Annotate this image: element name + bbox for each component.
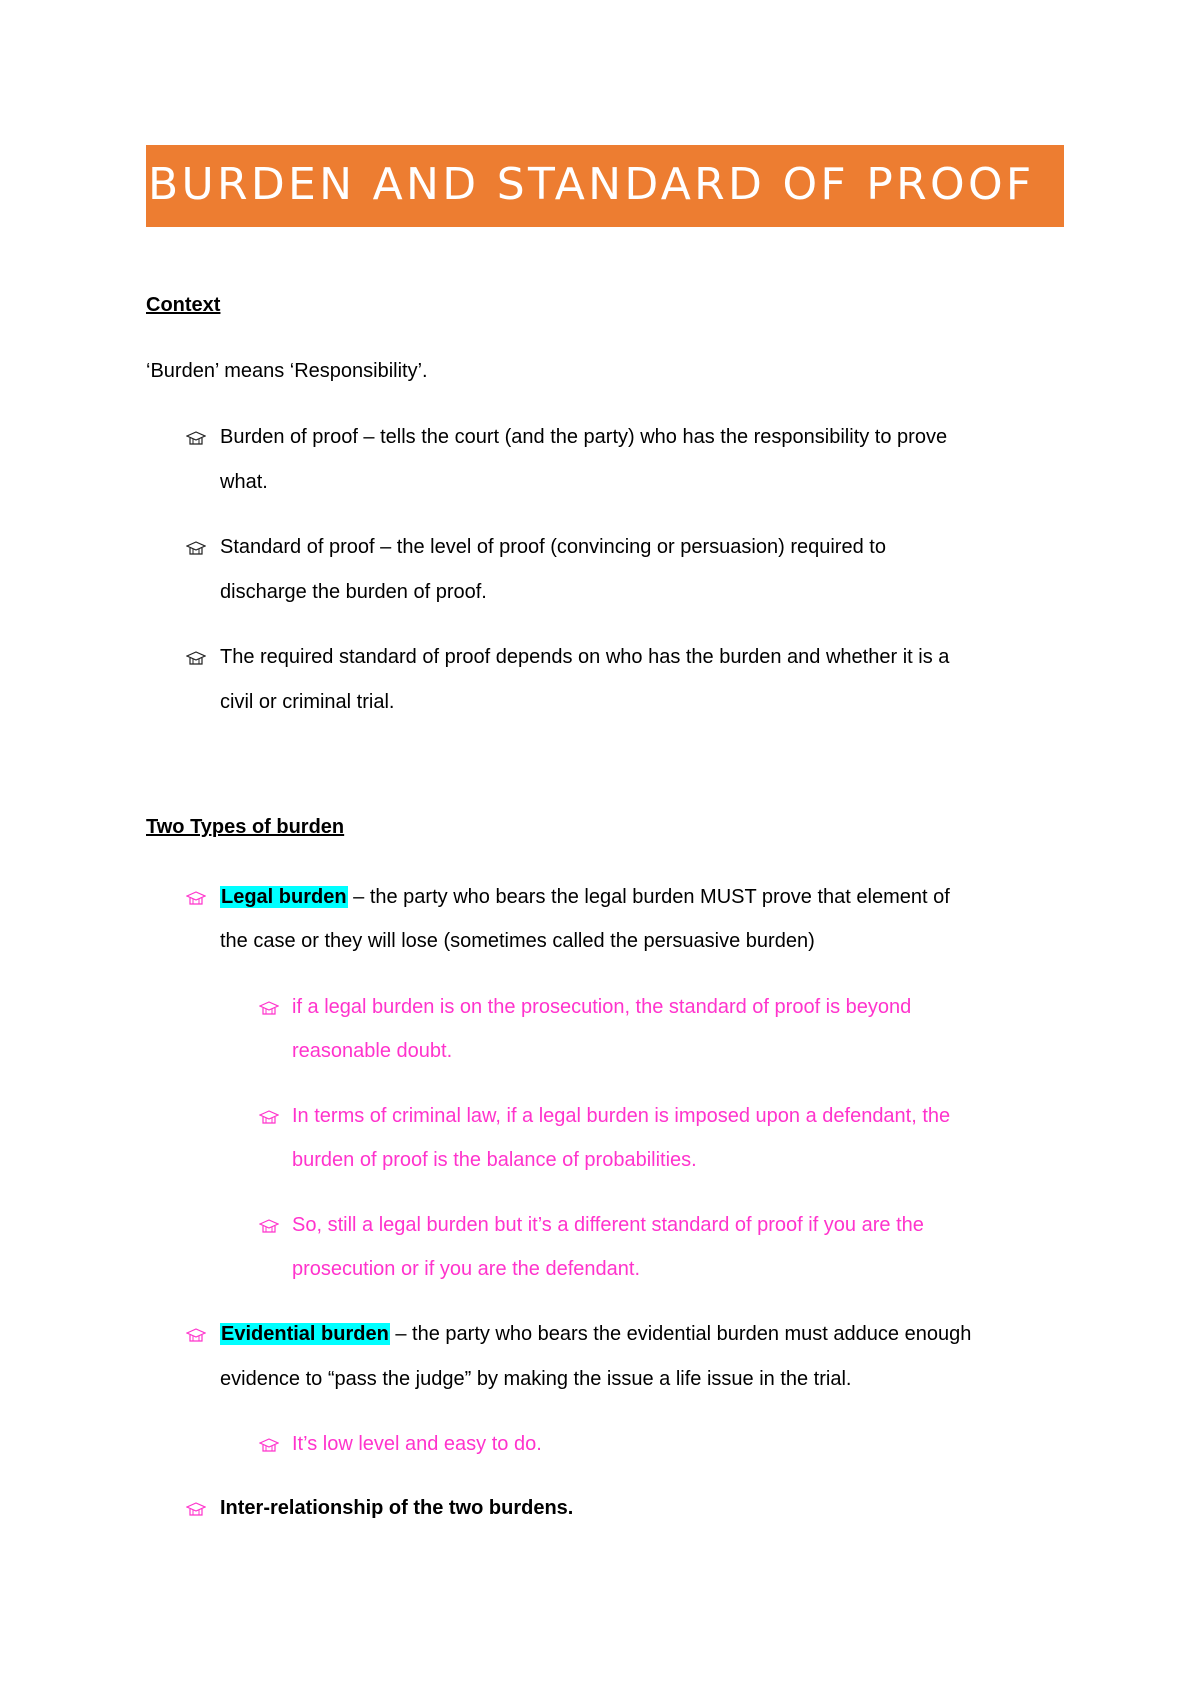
evidential-burden-definition: – the party who bears the evidential burden must adduce enough <box>389 1323 972 1345</box>
mortarboard-icon <box>186 649 206 667</box>
evidential-burden-line-1 <box>220 1321 971 1347</box>
legal-sub-1-line-1: if a legal burden is on the prosecution, the standard of proof is beyond <box>292 996 912 1018</box>
legal-sub-2-line-1: In terms of criminal law, if a legal burden is imposed upon a defendant, the <box>292 1105 951 1127</box>
legal-burden-definition: – the party who bears the legal burden MUST prove that element of <box>347 886 950 908</box>
mortarboard-icon <box>259 1436 279 1454</box>
context-bullet-2-line-2: discharge the burden of proof. <box>220 581 487 603</box>
context-bullet-1-line-1: Burden of proof – tells the court (and the party) who has the responsibility to prove <box>220 426 948 448</box>
legal-sub-3-line-2: prosecution or if you are the defendant. <box>292 1258 641 1280</box>
mortarboard-icon <box>186 1500 206 1518</box>
types-heading: Two Types of burden <box>146 816 345 838</box>
legal-sub-1-line-2: reasonable doubt. <box>292 1040 453 1062</box>
mortarboard-icon <box>186 889 206 907</box>
mortarboard-icon <box>186 539 206 557</box>
context-bullet-1-line-2: what. <box>220 471 268 493</box>
legal-burden-term: Legal burden <box>221 886 347 908</box>
mortarboard-icon <box>259 1217 279 1235</box>
inter-relationship-line: Inter-relationship of the two burdens. <box>220 1497 574 1519</box>
mortarboard-icon <box>186 429 206 447</box>
mortarboard-icon <box>259 999 279 1017</box>
context-intro: ‘Burden’ means ‘Responsibility’. <box>146 360 428 382</box>
evidential-burden-line-2: evidence to “pass the judge” by making the issue a life issue in the trial. <box>220 1368 852 1390</box>
legal-sub-3-line-1: So, still a legal burden but it’s a different standard of proof if you are the <box>292 1214 924 1236</box>
legal-sub-2-line-2: burden of proof is the balance of probabilities. <box>292 1149 697 1171</box>
context-bullet-3-line-1: The required standard of proof depends on who has the burden and whether it is a <box>220 646 950 668</box>
context-heading: Context <box>146 294 221 316</box>
mortarboard-icon <box>259 1108 279 1126</box>
evidential-sub-1-line-1: It’s low level and easy to do. <box>292 1433 542 1455</box>
title-banner <box>146 145 1064 227</box>
legal-burden-line-1 <box>220 884 950 910</box>
context-bullet-3-line-2: civil or criminal trial. <box>220 691 395 713</box>
mortarboard-icon <box>186 1326 206 1344</box>
context-bullet-2-line-1: Standard of proof – the level of proof (convincing or persuasion) required to <box>220 536 886 558</box>
legal-burden-line-2: the case or they will lose (sometimes called the persuasive burden) <box>220 930 815 952</box>
evidential-burden-term: Evidential burden <box>221 1323 389 1345</box>
page-title: BURDEN AND STANDARD OF PROOF <box>148 159 1035 210</box>
